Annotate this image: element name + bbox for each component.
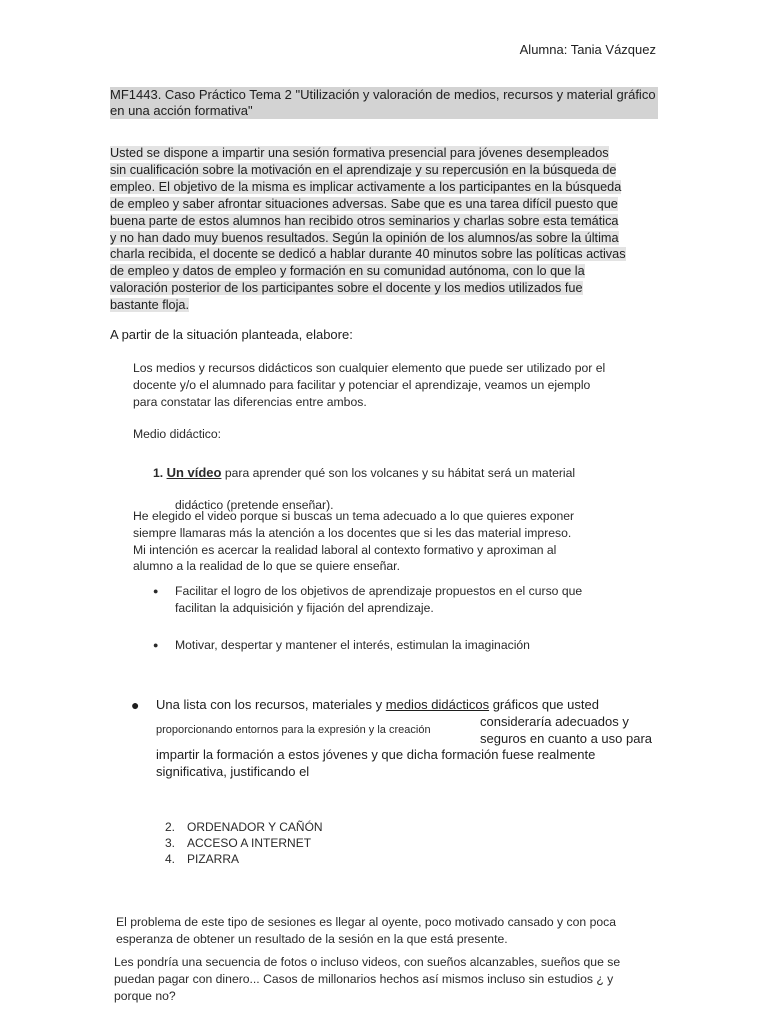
item-label: ACCESO A INTERNET	[187, 836, 312, 850]
item-text: para aprender qué son los volcanes y su hábitat será un material	[221, 466, 576, 480]
text-line: porque no?	[114, 988, 176, 1003]
bullet-icon: ●	[131, 697, 140, 713]
item-number: 1.	[153, 466, 164, 480]
text-line: alumno a la realidad de lo que se quiere enseñar.	[133, 559, 400, 574]
intro-line: y no han dado muy buenos resultados. Según la opinión de los alumnos/as sobre la última	[110, 230, 619, 245]
lista-line1	[156, 697, 599, 712]
case-statement	[110, 145, 660, 314]
lista-text: significativa, justificando el	[156, 764, 310, 779]
item-number: 4.	[165, 852, 176, 866]
definition-paragraph	[133, 360, 633, 410]
closing-paragraph-2	[114, 954, 644, 1004]
text-line: Los medios y recursos didácticos son cualquier elemento que puede ser utilizado por el	[133, 361, 606, 375]
intro-line: valoración posterior de los participantes sobre el docente y los medios utilizados fue	[110, 281, 583, 296]
intro-line: charla recibida, el docente se dedicó a hablar durante 40 minutos sobre las políticas activas	[110, 247, 626, 262]
lista-continuation	[156, 746, 626, 780]
item-label: ORDENADOR Y CAÑÓN	[187, 820, 323, 834]
lista-text: gráficos que usted	[489, 697, 599, 712]
intro-line: sin cualificación sobre la motivación en el aprendizaje y su repercusión en la búsqueda de	[110, 162, 617, 177]
text-line: El problema de este tipo de sesiones es llegar al oyente, poco motivado cansado y con poca	[116, 915, 616, 929]
lista-text: consideraría adecuados y	[480, 714, 629, 729]
lista-right-column	[480, 713, 670, 747]
task-prompt: A partir de la situación planteada, elabore:	[110, 327, 353, 342]
intro-line: bastante floja.	[110, 298, 189, 313]
text-line: docente y/o el alumnado para facilitar y potenciar el aprendizaje, veamos un ejemplo	[133, 377, 591, 392]
text-line: Les pondría una secuencia de fotos o incluso videos, con sueños alcanzables, sueños que se	[114, 955, 621, 969]
text-line: para constatar las diferencias entre ambos.	[133, 394, 367, 409]
text-line: siempre llamaras más la atención a los docentes que si les das material impreso.	[133, 525, 572, 540]
intro-line: Usted se dispone a impartir una sesión formativa presencial para jóvenes desempleados	[110, 146, 609, 160]
bullet-text: Motivar, despertar y mantener el interés, estimulan la imaginación	[175, 638, 530, 652]
item-number: 2.	[165, 820, 176, 834]
lista-text: seguros en cuanto a uso para	[480, 731, 653, 746]
intro-line: de empleo y datos de empleo y formación en su comunidad autónoma, con lo que la	[110, 264, 585, 279]
intro-line: empleo. El objetivo de la misma es implicar activamente a los participantes en la búsqueda	[110, 179, 622, 194]
medios-didacticos-link[interactable]: medios didácticos	[385, 697, 490, 712]
overlay-text: proporcionando entornos para la expresión y la creación	[156, 724, 431, 736]
text-line: puedan pagar con dinero... Casos de millonarios hechos así mismos incluso sin estudios ¿ y	[114, 971, 614, 986]
item-number: 3.	[165, 836, 176, 850]
bullet-line: Facilitar el logro de los objetivos de aprendizaje propuestos en el curso que	[175, 584, 583, 598]
text-line: esperanza de obtener un resultado de la sesión en la que está presente.	[116, 931, 508, 946]
medio-label: Medio didáctico:	[133, 427, 222, 441]
bullet-icon: ●	[153, 586, 159, 596]
lista-text: Una lista con los recursos, materiales y	[156, 697, 386, 712]
intro-line: de empleo y saber afrontar situaciones adversas. Sabe que es una tarea difícil puesto que	[110, 196, 618, 211]
document-title: MF1443. Caso Práctico Tema 2 "Utilización y valoración de medios, recursos y material gráfico en una acción formativa"	[110, 87, 658, 119]
bullet-icon: ●	[153, 640, 159, 650]
item-label: PIZARRA	[187, 852, 240, 866]
item-text-line2: didáctico (pretende enseñar).	[175, 498, 334, 512]
lista-text: impartir la formación a estos jóvenes y que dicha formación fuese realmente	[156, 747, 596, 762]
item-lead: Un vídeo	[166, 465, 222, 480]
author-name: Alumna: Tania Vázquez	[519, 42, 656, 57]
list-item	[165, 851, 323, 867]
list-item	[165, 835, 323, 851]
justification-paragraph	[133, 508, 633, 575]
text-line: Mi intención es acercar la realidad laboral al contexto formativo y aproximan al	[133, 542, 557, 557]
bullet-text	[175, 583, 623, 617]
list-item	[165, 819, 323, 835]
bullet-item	[153, 637, 623, 654]
closing-paragraph-1	[116, 914, 636, 948]
bullet-line: facilitan la adquisición y fijación del aprendizaje.	[175, 600, 434, 615]
text-line: He elegido el video porque si buscas un tema adecuado a lo que quieres exponer	[133, 509, 575, 523]
bullet-item	[153, 583, 623, 617]
equipment-list	[165, 819, 323, 867]
intro-line: buena parte de estos alumnos han recibido otros seminarios y charlas sobre esta temática	[110, 213, 619, 228]
